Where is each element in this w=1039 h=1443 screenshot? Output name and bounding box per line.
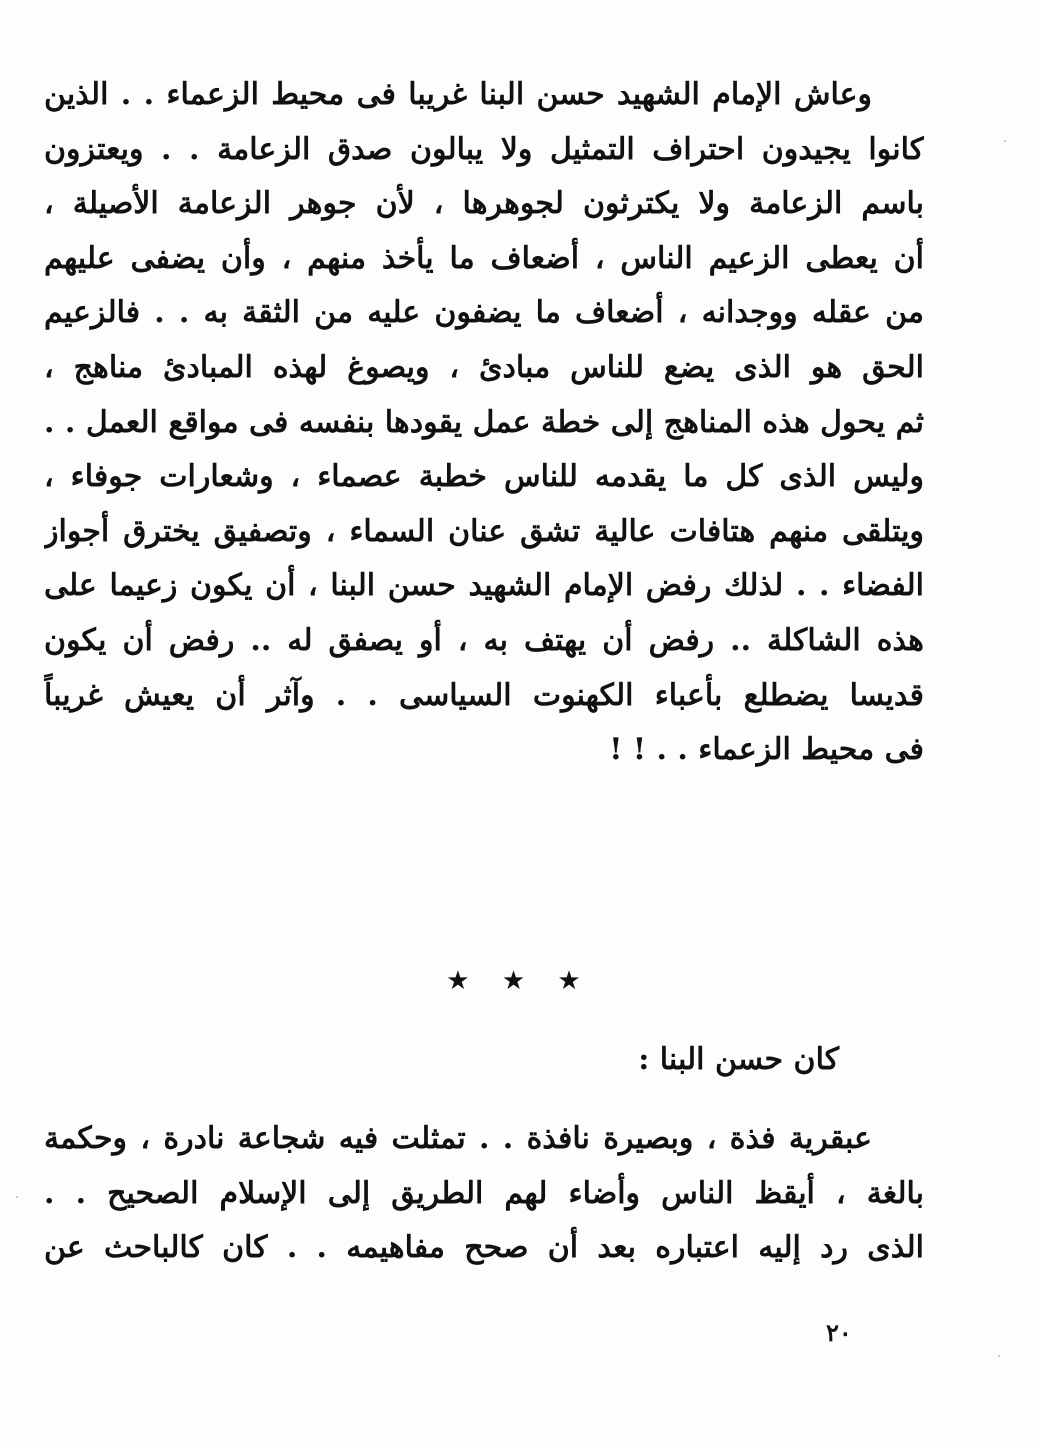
text-line: الفضاء . . لذلك رفض الإمام الشهيد حسن البنا ، أن يكون زعيما على [44, 568, 924, 604]
text-line: هذه الشاكلة .. رفض أن يهتف به ، أو يصفق له .. رفض أن يكون [44, 622, 924, 658]
text-line: فى محيط الزعماء . . ! ! [609, 732, 924, 768]
scan-speck [1004, 140, 1006, 142]
text-line: الذى رد إليه اعتباره بعد أن صحح مفاهيمه . . كان كالباحث عن [44, 1230, 924, 1266]
paragraph-banna [44, 1112, 924, 1276]
text-line: بالغة ، أيقظ الناس وأضاء لهم الطريق إلى الإسلام الصحيح . . [44, 1175, 924, 1211]
text-line: كانوا يجيدون احتراف التمثيل ولا يبالون صدق الزعامة . . ويعتزون [44, 131, 924, 167]
text-line: ويتلقى منهم هتافات عالية تشق عنان السماء ، وتصفيق يخترق أجواز [44, 513, 924, 549]
text-line: أن يعطى الزعيم الناس ، أضعاف ما يأخذ منهم ، وأن يضفى عليهم [44, 240, 924, 276]
scan-speck [16, 1196, 18, 1198]
section-separator: ★ ★ ★ [446, 966, 593, 996]
text-line: وليس الذى كل ما يقدمه للناس خطبة عصماء ، وشعارات جوفاء ، [44, 459, 924, 495]
scan-speck [998, 1355, 1000, 1357]
subheading: كان حسن البنا : [638, 1042, 839, 1077]
text-line: عبقرية فذة ، وبصيرة نافذة . . تمثلت فيه شجاعة نادرة ، وحكمة [44, 1121, 872, 1156]
text-line: وعاش الإمام الشهيد حسن البنا غريبا فى محيط الزعماء . . الذين [44, 77, 872, 112]
text-line: باسم الزعامة ولا يكترثون لجوهرها ، لأن جوهر الزعامة الأصيلة ، [44, 186, 924, 222]
text-line: من عقله ووجدانه ، أضعاف ما يضفون عليه من الثقة به . . فالزعيم [44, 295, 924, 331]
text-line: قديسا يضطلع بأعباء الكهنوت السياسى . . وآثر أن يعيش غريباً [44, 677, 924, 713]
text-line: ثم يحول هذه المناهج إلى خطة عمل يقودها بنفسه فى مواقع العمل . . [44, 404, 924, 440]
text-line: الحق هو الذى يضع للناس مبادئ ، ويصوغ لهذه المبادئ مناهج ، [44, 349, 924, 385]
page-number: ٢٠ [826, 1318, 852, 1347]
paragraph-zuama [44, 68, 924, 778]
